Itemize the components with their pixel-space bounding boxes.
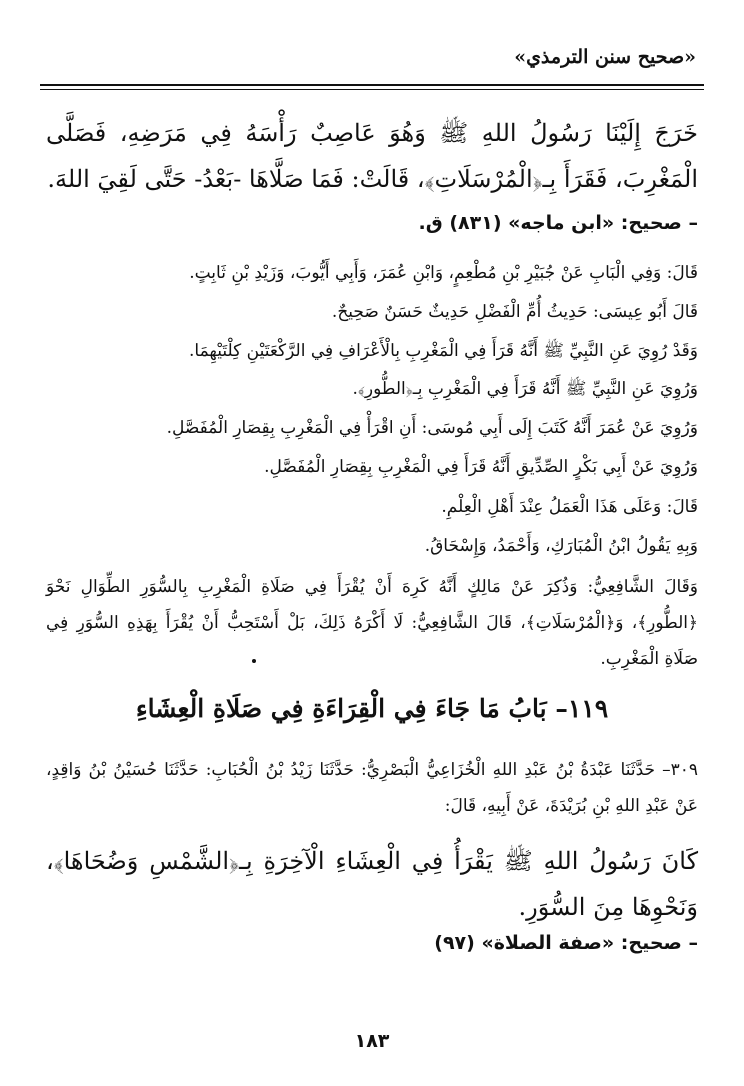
commentary-line: وَرُوِيَ عَنْ أَبِي بَكْرٍ الصِّدِّيقِ أَنَّهُ قَرَأَ فِي الْمَغْرِبِ بِقِصَارِ الْمُفَصَّلِ. <box>264 457 698 477</box>
hadith-grade: – صحيح: «ابن ماجه» (٨٣١) ق. <box>418 212 698 234</box>
header-rule <box>40 84 704 86</box>
page-number: ١٨٣ <box>354 1030 390 1052</box>
commentary-line: وَرُوِيَ عَنِ النَّبِيِّ ﷺ أَنَّهُ قَرَأَ فِي الْمَغْرِبِ بِـ﴿الطُّورِ﴾. <box>352 379 698 399</box>
commentary-paragraph: وَقَالَ الشَّافِعِيُّ: وَذُكِرَ عَنْ مَالِكٍ أَنَّهُ كَرِهَ أَنْ يُقْرَأَ فِي صَلَاةِ الْمَغْرِبِ بِالسُّوَرِ الطِّوَالِ نَحْوَ ﴿الطُّورِ﴾، وَ﴿الْمُرْسَلَاتِ﴾، قَالَ الشَّافِعِيُّ: لَا أَكْرَهُ ذَلِكَ، بَلْ أَسْتَحِبُّ أَنْ يُقْرَأَ بِهَذِهِ السُّوَرِ فِي صَلَاةِ الْمَغْرِبِ. <box>46 577 698 669</box>
hadith-grade: – صحيح: «صفة الصلاة» (٩٧) <box>434 932 698 954</box>
running-header: «صحيح سنن الترمذي» <box>514 46 696 68</box>
commentary-line: وَرُوِيَ عَنْ عُمَرَ أَنَّهُ كَتَبَ إِلَى أَبِي مُوسَى: أَنِ اقْرَأْ فِي الْمَغْرِبِ بِقِصَارِ الْمُفَصَّلِ. <box>166 418 698 438</box>
commentary-line: قَالَ أَبُو عِيسَى: حَدِيثُ أُمِّ الْفَضْلِ حَدِيثٌ حَسَنٌ صَحِيحٌ. <box>331 302 698 322</box>
chapter-title: ١١٩– بَابُ مَا جَاءَ فِي الْقِرَاءَةِ فِي صَلَاةِ الْعِشَاءِ <box>135 694 609 723</box>
commentary-line: وَقَدْ رُوِيَ عَنِ النَّبِيِّ ﷺ أَنَّهُ قَرَأَ فِي الْمَغْرِبِ بِالْأَعْرَافِ فِي الرَّكْعَتَيْنِ كِلْتَيْهِمَا. <box>189 341 698 361</box>
stray-mark <box>252 659 256 663</box>
header-rule-thin <box>40 89 704 90</box>
hadith-matn: كَانَ رَسُولُ اللهِ ﷺ يَقْرَأُ فِي الْعِشَاءِ الْآخِرَةِ بِـ﴿الشَّمْسِ وَضُحَاهَا﴾، وَنَحْوِهَا مِنَ السُّوَرِ. <box>46 847 698 921</box>
commentary-line: وَبِهِ يَقُولُ ابْنُ الْمُبَارَكِ، وَأَحْمَدُ، وَإِسْحَاقُ. <box>424 536 698 556</box>
commentary-line: قَالَ: وَفِي الْبَابِ عَنْ جُبَيْرِ بْنِ مُطْعِمٍ، وَابْنِ عُمَرَ، وَأَبِي أَيُّوبَ، وَزَيْدِ بْنِ ثَابِتٍ. <box>189 263 698 283</box>
hadith-text: خَرَجَ إِلَيْنَا رَسُولُ اللهِ ﷺ وَهُوَ عَاصِبٌ رَأْسَهُ فِي مَرَضِهِ، فَصَلَّى الْمَغْرِبَ، فَقَرَأَ بِـ﴿الْمُرْسَلَاتِ﴾، قَالَتْ: فَمَا صَلَّاهَا -بَعْدُ- حَتَّى لَقِيَ اللهَ. <box>46 119 698 193</box>
commentary-line: قَالَ: وَعَلَى هَذَا الْعَمَلُ عِنْدَ أَهْلِ الْعِلْمِ. <box>441 497 698 517</box>
hadith-isnad: ٣٠٩– حَدَّثَنَا عَبْدَةُ بْنُ عَبْدِ اللهِ الْخُزَاعِيُّ الْبَصْرِيُّ: حَدَّثَنَا زَيْدُ بْنُ الْحُبَابِ: حَدَّثَنَا حُسَيْنُ بْنُ وَاقِدٍ، عَنْ عَبْدِ اللهِ بْنِ بُرَيْدَةَ، عَنْ أَبِيهِ، قَالَ: <box>46 760 698 816</box>
